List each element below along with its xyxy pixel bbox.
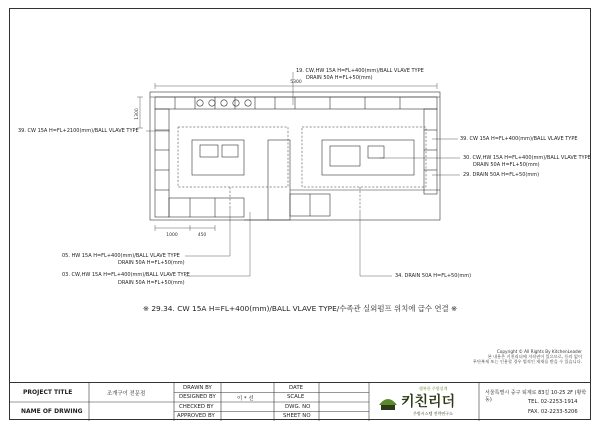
dimension-top: 5300: [290, 80, 302, 85]
callout-03-line2: DRAIN 50A H=FL+50(mm): [118, 280, 185, 286]
title-block: [9, 382, 591, 421]
drawing-note: ※ 29.34. CW 15A H=FL+400(mm)/BALL VLAVE TYPE/수족관 실외펌프 위치에 급수 연결 ※: [142, 304, 458, 313]
project-title-value: 조개구이 전문점: [107, 391, 146, 397]
company-fax: FAX. 02-2233-5206: [528, 409, 578, 415]
copyright-line2: 본 내용은 키친리더에 저작권이 있으므로, 등의 없이: [487, 354, 582, 360]
designed-by-value: 이 * 선: [237, 396, 254, 402]
dimension-bottom-a: 1000: [166, 233, 178, 238]
copyright-block: [473, 349, 582, 365]
dimension-bottom-b: 450: [197, 233, 207, 238]
dwg-no-label: DWG. NO: [285, 404, 311, 410]
company-address: 서울특별시 중구 퇴계로 83길 10-25 2F (황학동): [485, 390, 587, 403]
company-name: 키친리더: [401, 394, 456, 410]
company-tag-top: 행복한 주방설계: [419, 386, 448, 391]
approved-by-label: APPROVED BY: [177, 413, 215, 419]
callout-05-line1: 05. HW 15A H=FL+400(mm)/BALL VLAVE TYPE: [62, 253, 180, 259]
callout-19-line1: 19. CW,HW 15A H=FL+400(mm)/BALL VLAVE TYPE: [296, 68, 424, 74]
designed-by-label: DESIGNED BY: [179, 394, 216, 400]
callout-30-line1: 30. CW,HW 15A H=FL+400(mm)/BALL VLAVE TYPE: [463, 155, 591, 161]
callout-05-line2: DRAIN 50A H=FL+50(mm): [118, 260, 185, 266]
date-label: DATE: [289, 385, 304, 391]
callout-39-left: 39. CW 15A H=FL+2100(mm)/BALL VLAVE TYPE: [18, 128, 139, 134]
callout-34: 34. DRAIN 50A H=FL+50(mm): [395, 273, 472, 279]
copyright-line3: 무단복제 또는 인용할 경우 법적인 제재를 받을 수 있습니다.: [472, 359, 582, 365]
callout-03-line1: 03. CW,HW 15A H=FL+400(mm)/BALL VLAVE TYPE: [62, 272, 190, 278]
callout-19-line2: DRAIN 50A H=FL+50(mm): [306, 75, 373, 81]
company-tag-bottom: 주방시스템 전략연구소: [413, 411, 453, 416]
callout-29: 29. DRAIN 50A H=FL+50(mm): [463, 172, 540, 178]
drawn-by-label: DRAWN BY: [183, 385, 212, 391]
callout-39-right: 39. CW 15A H=FL+400(mm)/BALL VLAVE TYPE: [460, 136, 578, 142]
callout-30-line2: DRAIN 50A H=FL+50(mm): [473, 162, 540, 168]
scale-label: SCALE: [287, 394, 305, 400]
dimension-left: 1300: [135, 108, 140, 120]
company-tel: TEL. 02-2253-1914: [528, 399, 578, 405]
sheet-no-label: SHEET NO: [283, 413, 311, 419]
name-of-drwing-label: NAME OF DRWING: [21, 408, 83, 415]
kitchenleader-logo-icon: [377, 391, 399, 413]
checked-by-label: CHECKED BY: [179, 404, 214, 410]
project-title-label: PROJECT TITLE: [23, 389, 73, 396]
copyright-line1: Copyright © All Rights By KitchenLeader: [496, 349, 582, 354]
